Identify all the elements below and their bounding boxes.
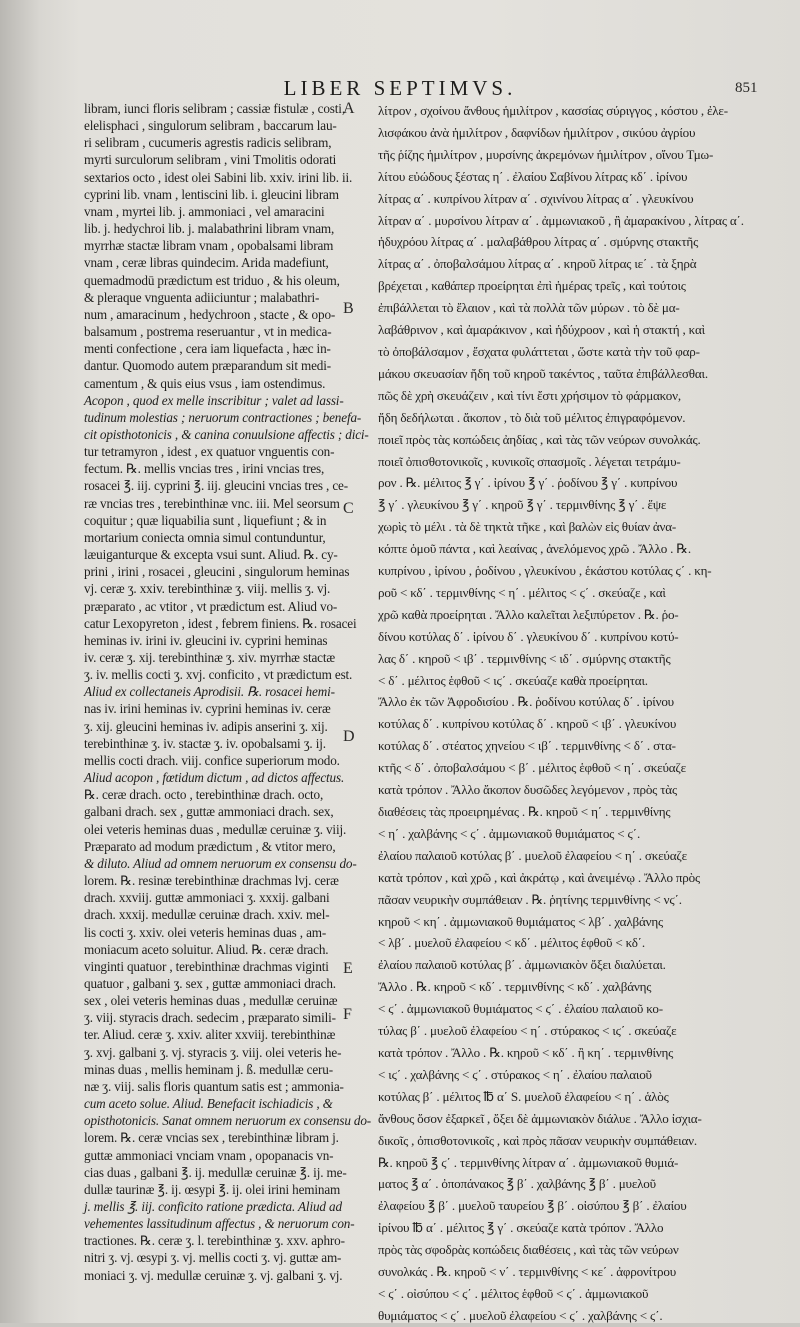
latin-text-line: fectum. ℞. mellis vncias tres , irini vncias tres,	[84, 461, 325, 477]
latin-text-line: næ ʒ. viij. salis floris quantum satis est ; ammonia-	[84, 1078, 344, 1094]
latin-text-line: & pleraque vnguenta adiiciuntur ; malabathri-	[84, 289, 320, 305]
margin-letter: D	[343, 728, 355, 745]
greek-text-line: ℞. κηροῦ ℥ ϛ΄ . τερμινθίνης λίτραν α΄ . ἀμμωνιακοῦ θυμιά-	[378, 1154, 679, 1170]
latin-text-line: moniacum aceto soluitur. Aliud. ℞. ceræ drach.	[84, 941, 329, 957]
greek-text-line: χρῶ καθὰ προείρηται . Ἄλλο καλεῖται λεξιπύρετον . ℞. ῥο-	[378, 606, 679, 622]
latin-text-line: vnam , myrtei lib. j. ammoniaci , vel amaracini	[84, 203, 325, 219]
greek-text-column	[378, 100, 744, 1327]
greek-text-line: λίτρας α΄ . ὀποβαλσάμου λίτρας α΄ . κηροῦ λίτρας ιε΄ . τὰ ξηρὰ	[378, 256, 697, 272]
greek-text-line: ποιεῖ πρὸς τὰς κοπώδεις ἀηδίας , καὶ τὰς τῶν νεύρων συνολκάς.	[378, 431, 701, 447]
latin-text-line: lis cocti ʒ. xxiv. olei veteris heminas duas , am-	[84, 924, 327, 940]
latin-text-line: ʒ. xvj. galbani ʒ. vj. styracis ʒ. viij. olei veteris he-	[84, 1044, 342, 1060]
greek-text-line: Ἄλλο . ℞. κηροῦ < κδ΄ . τερμινθίνης < κδ΄ . χαλβάνης	[378, 979, 652, 995]
latin-text-line: vj. ceræ ʒ. xxiv. terebinthinæ ʒ. viij. mellis ʒ. vj.	[84, 581, 331, 597]
greek-text-line: κοτύλας δ΄ . κυπρίνου κοτύλας δ΄ . κηροῦ < ιβ΄ . γλευκίνου	[378, 716, 677, 732]
greek-text-line: < ϛ΄ . ἀμμωνιακοῦ θυμιάματος < ϛ΄ . ἐλαίου παλαιοῦ κο-	[378, 1001, 663, 1017]
latin-text-line: elelisphaci , singulorum selibram , baccarum lau-	[84, 118, 337, 134]
latin-text-line: ri selibram , cucumeris agrestis radicis selibram,	[84, 135, 332, 151]
latin-text-line: ʒ. xij. gleucini heminas iv. adipis anserini ʒ. xij.	[84, 718, 328, 734]
margin-letter: F	[343, 1006, 352, 1023]
greek-text-line: ἤδη δεδήλωται . ἄκοπον , τὸ διὰ τοῦ μέλιτος ἐπιγραφόμενον.	[378, 409, 686, 425]
latin-text-line: Præparato ad modum prædictum , & vtitor mero,	[84, 838, 336, 854]
greek-text-line: ἐλαίου παλαιοῦ κοτύλας β΄ . ἀμμωνιακὸν ὄξει διαλύεται.	[378, 957, 666, 973]
greek-text-line: λίτου εὐώδους ξέστας η΄ . ἐλαίου Σαβίνου λίτρας κδ΄ . ἰρίνου	[378, 168, 688, 184]
greek-text-line: λισφάκου ἀνὰ ἡμιλίτρον , δαφνίδων ἡμιλίτρον , σικύου ἀγρίου	[378, 124, 696, 140]
latin-text-line: opisthotonicis. Sanat omnem neruorum ex consensu do-	[84, 1113, 372, 1129]
greek-text-line: συνολκάς . ℞. κηροῦ < ν΄ . τερμινθίνης < κε΄ . ἀφρονίτρου	[378, 1264, 676, 1280]
greek-text-line: χωρὶς τὸ μέλι . τὰ δὲ τηκτὰ τῆκε , καὶ βαλὼν εἰς θυίαν ἀνα-	[378, 519, 677, 535]
greek-text-line: ἡδυχρόου λίτρας α΄ . μαλαβάθρου λίτρας α΄ . σμύρνης στακτῆς	[378, 234, 699, 250]
greek-text-line: βρέχεται , καθάπερ προείρηται ἐπὶ ἡμέρας τρεῖς , καὶ τούτοις	[378, 278, 686, 294]
latin-text-line: drach. xxviij. guttæ ammoniaci ʒ. xxxij. galbani	[84, 890, 330, 906]
greek-text-line: ρον . ℞. μέλιτος ℥ γ΄ . ἰρίνου ℥ γ΄ . ῥοδίνου ℥ γ΄ . κυπρίνου	[378, 475, 678, 491]
latin-text-line: galbani drach. sex , guttæ ammoniaci drach. sex,	[84, 804, 334, 820]
latin-text-line: myrrhæ stactæ libram vnam , opobalsami libram	[84, 238, 334, 254]
greek-text-line: πρὸς τὰς σφοδρὰς κοπώδεις διαθέσεις , καὶ τὰς τῶν νεύρων	[378, 1242, 679, 1258]
latin-text-line: heminas iv. irini iv. gleucini iv. cyprini heminas	[84, 632, 328, 648]
latin-text-line: balsamum , postrema reseruantur , vt in medica-	[84, 324, 332, 340]
latin-text-line: iv. ceræ ʒ. xij. terebinthinæ ʒ. xiv. myrrhæ stactæ	[84, 650, 336, 665]
latin-text-line: sextarios octo , idest olei Sabini lib. xxiv. irini lib. ii.	[84, 169, 353, 185]
latin-text-line: terebinthinæ ʒ. iv. stactæ ʒ. iv. opobalsami ʒ. ij.	[84, 735, 326, 751]
latin-text-line: quemadmodū prædictum est triduo , & his oleum,	[84, 272, 340, 288]
greek-text-line: λαβάθρινον , καὶ ἀμαράκινον , καὶ ἡδύχροον , καὶ ἡ στακτή , καὶ	[378, 322, 705, 338]
latin-text-line: j. mellis ℥. iij. conficito ratione prædicta. Aliud ad	[84, 1199, 342, 1214]
latin-text-line: tur tetramyron , idest , ex quatuor vnguentis con-	[84, 444, 335, 460]
greek-text-line: τὸ ὀποβάλσαμον , ἔσχατα φυλάττεται , ὥστε κατὰ τὴν τοῦ φαρ-	[378, 343, 700, 359]
latin-text-line: ter. Aliud. ceræ ʒ. xxiv. aliter xxviij. terebinthinæ	[84, 1027, 336, 1043]
greek-text-line: κοτύλας β΄ . μέλιτος ℔ α΄ S. μυελοῦ ἐλαφείου < η΄ . ἁλὸς	[378, 1088, 669, 1104]
greek-text-line: ματος ℥ α΄ . ὀποπάνακος ℥ β΄ . χαλβάνης ℥ β΄ . μυελοῦ	[378, 1176, 656, 1192]
latin-text-line: vinginti quatuor , terebinthinæ drachmas viginti	[84, 958, 329, 974]
greek-text-line: κτῆς < δ΄ . ὀποβαλσάμου < β΄ . μέλιτος ἑφθοῦ < η΄ . σκεύαζε	[378, 760, 686, 776]
latin-text-line: dantur. Quomodo autem præparandum sit medi-	[84, 358, 331, 374]
latin-text-line: lorem. ℞. resinæ terebinthinæ drachmas lvj. ceræ	[84, 873, 339, 889]
greek-text-line: λας δ΄ . κηροῦ < ιβ΄ . τερμινθίνης < ιδ΄ . σμύρνης στακτῆς	[378, 650, 671, 666]
greek-text-line: κατὰ τρόπον , καὶ χρῶ , καὶ ἀκράτῳ , καὶ ἀνειμένῳ . Ἄλλο πρὸς	[378, 869, 700, 885]
greek-text-line: κηροῦ < κη΄ . ἀμμωνιακοῦ θυμιάματος < λβ΄ . χαλβάνης	[378, 913, 663, 929]
greek-text-line: < η΄ . χαλβάνης < ϛ΄ . ἀμμωνιακοῦ θυμιάματος < ϛ΄.	[378, 825, 641, 841]
greek-text-line: κοτύλας δ΄ . στέατος χηνείου < ιβ΄ . τερμινθίνης < δ΄ . στα-	[378, 738, 676, 754]
latin-text-line: prini , irini , rosacei , gleucini , singulorum heminas	[84, 564, 350, 580]
greek-text-line: < ιϛ΄ . χαλβάνης < ϛ΄ . στύρακος < η΄ . ἐλαίου παλαιοῦ	[378, 1066, 652, 1082]
latin-text-line: moniaci ʒ. vj. medullæ ceruinæ ʒ. vj. galbani ʒ. vj.	[84, 1267, 343, 1283]
greek-text-line: κόπτε ὁμοῦ πάντα , καὶ λεαίνας , ἀνελόμενος χρῶ . Ἄλλο . ℞.	[378, 541, 691, 557]
latin-text-line: cit opisthotonicis , & canina conuulsione affectis ; dici-	[84, 426, 369, 442]
greek-text-line: ἐπιβάλλεται τὸ ἔλαιον , καὶ τὰ πολλὰ τῶν μύρων . τὸ δὲ μα-	[378, 300, 680, 316]
latin-text-line: & diluto. Aliud ad omnem neruorum ex consensu do-	[84, 855, 357, 871]
greek-text-line: τῆς ῥίζης ἡμιλίτρον , μυρσίνης ἀκρεμόνων ἡμιλίτρον , οἴνου Τμω-	[378, 146, 714, 162]
greek-text-line: δίνου κοτύλας δ΄ . ἰρίνου δ΄ . γλευκίνου δ΄ . κυπρίνου κοτύ-	[378, 628, 679, 644]
latin-text-line: dullæ taurinæ ℥. ij. œsypi ℥. ij. olei irini heminam	[84, 1181, 341, 1197]
latin-text-line: cias duas , galbani ℥. ij. medullæ ceruinæ ℥. ij. me-	[84, 1164, 347, 1180]
latin-text-line: num , amaracinum , hedychroon , stacte , & opo-	[84, 306, 336, 322]
latin-text-line: sex , olei veteris heminas duas , medullæ ceruinæ	[84, 993, 338, 1009]
page-number: 851	[735, 80, 758, 96]
greek-text-line: ℥ γ΄ . γλευκίνου ℥ γ΄ . κηροῦ ℥ γ΄ . τερμινθίνης ℥ γ΄ . ἕψε	[378, 497, 667, 513]
margin-letter: A	[343, 100, 355, 117]
latin-text-line: rosacei ℥. iij. cyprini ℥. iij. gleucini vncias tres , ce-	[84, 478, 348, 494]
latin-text-line: tractiones. ℞. ceræ ʒ. l. terebinthinæ ʒ. xxv. aphro-	[84, 1233, 345, 1249]
greek-text-line: κατὰ τρόπον . Ἄλλο . ℞. κηροῦ < κδ΄ . ἢ κη΄ . τερμινθίνης	[378, 1044, 674, 1060]
greek-text-line: ἐλαφείου ℥ β΄ . μυελοῦ ταυρείου ℥ β΄ . οἰσύπου ℥ β΄ . ἐλαίου	[378, 1198, 687, 1214]
latin-text-line: vehementes lassitudinum affectus , & neruorum con-	[84, 1216, 355, 1232]
latin-text-line: minas duas , mellis heminam j. ß. medullæ ceru-	[84, 1061, 333, 1077]
latin-text-line: cum aceto solue. Aliud. Benefacit ischiadicis , &	[84, 1096, 333, 1112]
latin-text-line: guttæ ammoniaci vnciam vnam , opopanacis vn-	[84, 1147, 334, 1163]
latin-text-line: libram, iunci floris selibram ; cassiæ fistulæ , costi,	[84, 101, 345, 116]
latin-text-line: præparato , ac vtitor , vt prædictum est. Aliud vo-	[84, 598, 338, 614]
latin-text-line: menti confectione , cera iam liquefacta , hæc in-	[84, 341, 331, 357]
greek-text-line: δικοῖς , ὀπισθοτονικοῖς , καὶ πρὸς πᾶσαν νευρικὴν συμπάθειαν.	[378, 1132, 697, 1148]
margin-letter: B	[343, 300, 354, 317]
greek-text-line: ἰρίνου ℔ α΄ . μέλιτος ℥ γ΄ . σκεύαζε κατὰ τρόπον . Ἄλλο	[378, 1220, 664, 1236]
greek-text-line: ροῦ < κδ΄ . τερμινθίνης < η΄ . μέλιτος < ϛ΄ . σκεύαζε , καὶ	[378, 584, 666, 600]
latin-text-line: myrti surculorum selibram , vini Tmolitis odorati	[84, 152, 337, 168]
running-head: LIBER SEPTIMVS.	[283, 76, 517, 100]
greek-text-line: < λβ΄ . μυελοῦ ἐλαφείου < κδ΄ . μέλιτος ἑφθοῦ < κδ΄.	[378, 935, 645, 951]
latin-text-line: nas iv. irini heminas iv. cyprini heminas iv. ceræ	[84, 701, 331, 717]
greek-text-line: ποιεῖ ὀπισθοτονικοῖς , κυνικοῖς σπασμοῖς . λέγεται τετράμυ-	[378, 453, 681, 469]
latin-text-line: nitri ʒ. vj. œsypi ʒ. vj. mellis cocti ʒ. vj. guttæ am-	[84, 1250, 342, 1266]
latin-text-line: lib. j. hedychroi lib. j. malabathrini libram vnam,	[84, 221, 335, 237]
margin-letter: E	[343, 960, 353, 977]
greek-text-line: < ϛ΄ . οἰσύπου < ϛ΄ . μέλιτος ἑφθοῦ < ϛ΄ . ἀμμωνιακοῦ	[378, 1285, 649, 1301]
latin-text-line: mortarium coniecta omnia simul contunduntur,	[84, 529, 326, 545]
greek-text-line: πᾶσαν νευρικὴν συμπάθειαν . ℞. ῥητίνης τερμινθίνης < νϛ΄.	[378, 891, 682, 907]
greek-text-line: θυμιάματος < ϛ΄ . μυελοῦ ἐλαφείου < ϛ΄ . χαλβάνης < ϛ΄.	[378, 1307, 663, 1323]
greek-text-line: ἄνθους ὅσον ἐξαρκεῖ , ὄξει δὲ ἀμμωνιακὸν διάλυε . Ἄλλο ἰσχια-	[378, 1110, 702, 1126]
latin-text-line: cyprini lib. vnam , lentiscini lib. i. gleucini libram	[84, 186, 339, 202]
greek-text-line: λίτραν α΄ . μυρσίνου λίτραν α΄ . ἀμμωνιακοῦ , ἢ ἀμαρακίνου , λίτρας α΄.	[378, 212, 744, 228]
latin-text-line: camentum , & quis eius vsus , iam ostendimus.	[84, 375, 326, 391]
greek-text-line: λίτρον , σχοίνου ἄνθους ἡμιλίτρον , κασσίας σύριγγος , κόστου , ἐλε-	[378, 103, 728, 118]
greek-text-line: τύλας β΄ . μυελοῦ ἐλαφείου < η΄ . στύρακος < ιϛ΄ . σκεύαζε	[378, 1023, 677, 1039]
latin-text-line: catur Lexopyreton , idest , febrem finiens. ℞. rosacei	[84, 615, 357, 631]
latin-text-line: mellis cocti drach. viij. confice superiorum modo.	[84, 752, 340, 768]
latin-text-line: olei veteris heminas duas , medullæ ceruinæ ʒ. viij.	[84, 821, 347, 837]
greek-text-line: διαθέσεις τὰς προειρημένας . ℞. κηροῦ < η΄ . τερμινθίνης	[378, 804, 671, 819]
latin-text-line: ℞. ceræ drach. octo , terebinthinæ drach. octo,	[84, 787, 324, 803]
greek-text-line: κατὰ τρόπον . Ἄλλο ἄκοπον δυσῶδες λεγόμενον , πρὸς τὰς	[378, 782, 677, 798]
greek-text-line: μάκου σκευασίαν ἤδη τοῦ κηροῦ τακέντος , ταῦτα ἐπιβάλλεσθαι.	[378, 365, 708, 381]
greek-text-line: Ἄλλο ἐκ τῶν Ἀφροδισίου . ℞. ῥοδίνου κοτύλας δ΄ . ἰρίνου	[378, 694, 674, 710]
greek-text-line: λίτρας α΄ . κυπρίνου λίτραν α΄ . σχινίνου λίτρας α΄ . γλευκίνου	[378, 190, 694, 206]
margin-letter: C	[343, 500, 354, 517]
latin-text-line: Aliud ex collectaneis Aprodisii. ℞. rosacei hemi-	[84, 684, 335, 700]
greek-text-line: πῶς δὲ χρὴ σκευάζειν , καὶ τίνι ἔστι χρήσιμον τὸ φάρμακον,	[378, 387, 681, 403]
latin-text-line: vnam , ceræ libras quindecim. Arida madefiunt,	[84, 255, 329, 271]
latin-text-line: ræ vncias tres , terebinthinæ vnc. iii. Mel seorsum	[84, 495, 340, 511]
greek-text-line: κυπρίνου , ἰρίνου , ῥοδίνου , γλευκίνου , ἑκάστου κοτύλας ϛ΄ . κη-	[378, 563, 712, 579]
latin-text-line: ʒ. viij. styracis drach. sedecim , præparato simili-	[84, 1010, 336, 1026]
latin-text-line: Aliud acopon , fœtidum dictum , ad dictos affectus.	[84, 770, 345, 786]
latin-text-line: coquitur ; quæ liquabilia sunt , liquefiunt ; & in	[84, 512, 327, 528]
latin-text-line: drach. xxxij. medullæ ceruinæ drach. xxiv. mel-	[84, 907, 330, 923]
greek-text-line: < δ΄ . μέλιτος ἑφθοῦ < ιϛ΄ . σκεύαζε καθὰ προείρηται.	[378, 672, 648, 688]
latin-text-line: læuiganturque & excepta vsui sunt. Aliud. ℞. cy-	[84, 547, 338, 563]
latin-text-line: Acopon , quod ex melle inscribitur ; valet ad lassi-	[84, 392, 344, 408]
latin-text-column	[84, 100, 372, 1284]
latin-text-line: tudinum molestias ; neruorum contractiones ; benefa-	[84, 409, 362, 425]
latin-text-line: quatuor , galbani ʒ. sex , guttæ ammoniaci drach.	[84, 975, 336, 991]
greek-text-line: ἐλαίου παλαιοῦ κοτύλας β΄ . μυελοῦ ἐλαφείου < η΄ . σκεύαζε	[378, 847, 687, 863]
latin-text-line: lorem. ℞. ceræ vncias sex , terebinthinæ libram j.	[84, 1130, 339, 1146]
latin-text-line: ʒ. iv. mellis cocti ʒ. xvj. conficito , vt prædictum est.	[84, 667, 353, 683]
